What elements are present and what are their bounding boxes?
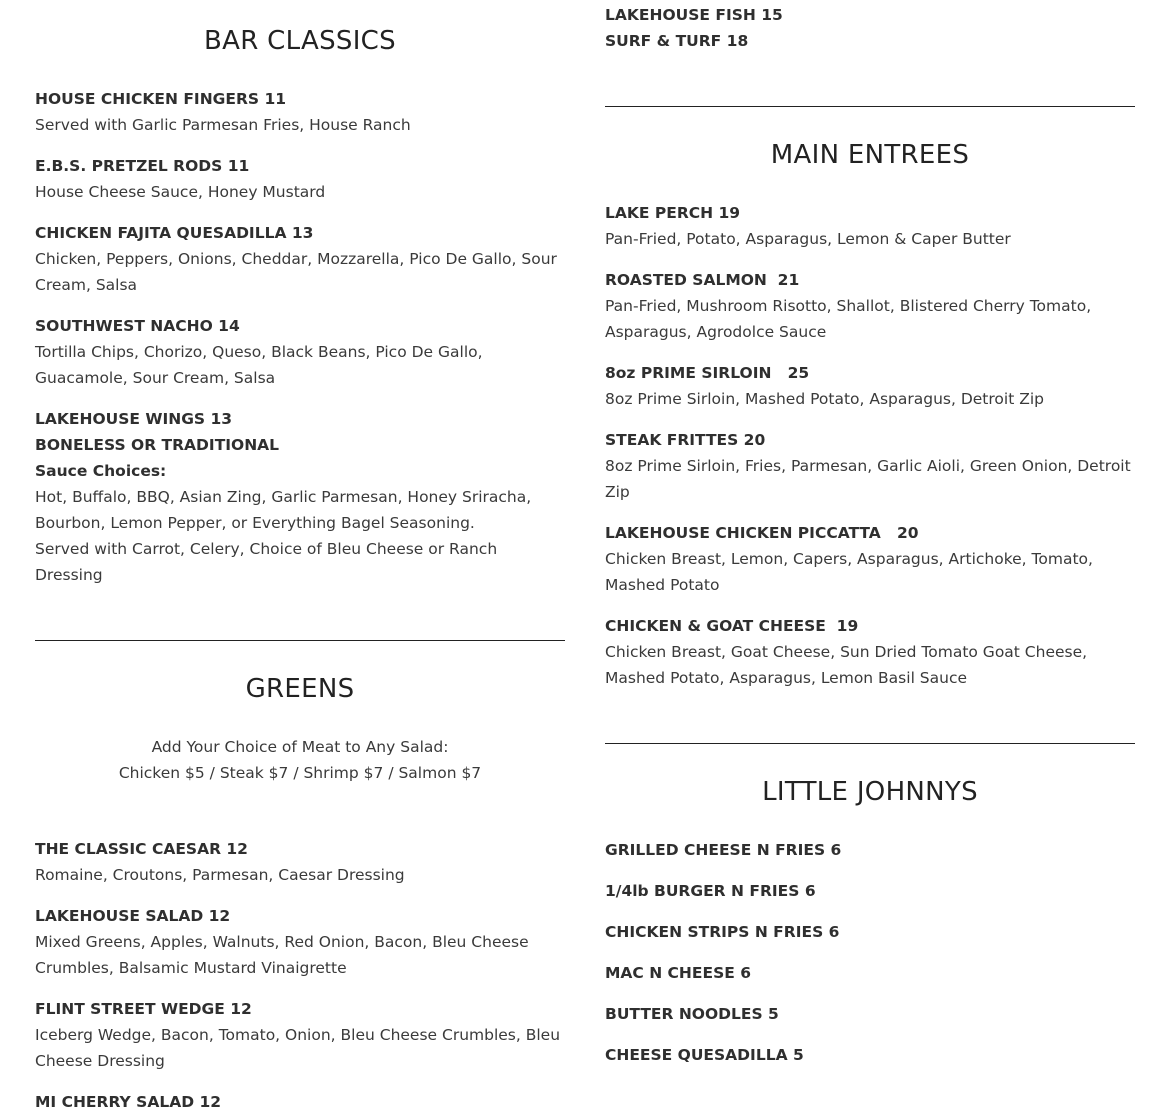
menu-item xyxy=(605,200,1135,252)
item-name: CHICKEN & GOAT CHEESE 19 xyxy=(605,617,859,635)
section-continued-items xyxy=(605,0,1135,54)
menu-item xyxy=(35,1089,565,1115)
right-column xyxy=(605,0,1135,1068)
item-name: E.B.S. PRETZEL RODS 11 xyxy=(35,157,250,175)
section-main-entrees xyxy=(605,107,1135,691)
menu-item-wings xyxy=(35,406,565,588)
item-name: SOUTHWEST NACHO 14 xyxy=(35,317,240,335)
item-name: BUTTER NOODLES 5 xyxy=(605,1005,779,1023)
item-name: STEAK FRITTES 20 xyxy=(605,431,766,449)
item-name: CHICKEN FAJITA QUESADILLA 13 xyxy=(35,224,314,242)
section-little-johnnys xyxy=(605,744,1135,1068)
item-name: THE CLASSIC CAESAR 12 xyxy=(35,840,248,858)
item-description: Romaine, Croutons, Parmesan, Caesar Dressing xyxy=(35,866,405,884)
section-greens xyxy=(35,641,565,1115)
item-description: Mixed Greens, Apples, Walnuts, Red Onion, Bacon, Bleu Cheese Crumbles, Balsamic Mustard Vinaigrette xyxy=(35,933,529,977)
menu-item xyxy=(605,520,1135,598)
item-name: 8oz PRIME SIRLOIN 25 xyxy=(605,364,810,382)
salad-meat-note: Add Your Choice of Meat to Any Salad: xyxy=(151,738,449,756)
item-name: ROASTED SALMON 21 xyxy=(605,271,800,289)
item-name: HOUSE CHICKEN FINGERS 11 xyxy=(35,90,287,108)
item-name: LAKEHOUSE CHICKEN PICCATTA 20 xyxy=(605,524,919,542)
item-name: LAKE PERCH 19 xyxy=(605,204,741,222)
sauce-choices-label: Sauce Choices: xyxy=(35,462,167,480)
item-description: Chicken Breast, Goat Cheese, Sun Dried Tomato Goat Cheese, Mashed Potato, Asparagus, Lemon Basil Sauce xyxy=(605,643,1088,687)
menu-item xyxy=(35,313,565,391)
item-description: 8oz Prime Sirloin, Mashed Potato, Asparagus, Detroit Zip xyxy=(605,390,1044,408)
item-description: Served with Carrot, Celery, Choice of Bleu Cheese or Ranch Dressing xyxy=(35,540,498,584)
menu-item xyxy=(605,613,1135,691)
item-description: House Cheese Sauce, Honey Mustard xyxy=(35,183,326,201)
menu-item xyxy=(605,267,1135,345)
item-description: Tortilla Chips, Chorizo, Queso, Black Beans, Pico De Gallo, Guacamole, Sour Cream, Salsa xyxy=(35,343,483,387)
section-title-main-entrees: MAIN ENTREES xyxy=(770,140,970,170)
item-description: Chicken, Peppers, Onions, Cheddar, Mozzarella, Pico De Gallo, Sour Cream, Salsa xyxy=(35,250,557,294)
item-name: LAKEHOUSE SALAD 12 xyxy=(35,907,231,925)
section-title-greens: GREENS xyxy=(245,674,355,704)
item-name: LAKEHOUSE FISH 15 xyxy=(605,6,783,24)
item-description: 8oz Prime Sirloin, Fries, Parmesan, Garlic Aioli, Green Onion, Detroit Zip xyxy=(605,457,1131,501)
item-name: CHEESE QUESADILLA 5 xyxy=(605,1046,804,1064)
menu-item xyxy=(35,220,565,298)
sauce-choices: Hot, Buffalo, BBQ, Asian Zing, Garlic Parmesan, Honey Sriracha, Bourbon, Lemon Pepper, or Everything Bagel Seasoning. xyxy=(35,488,532,532)
section-title-little-johnnys: LITTLE JOHNNYS xyxy=(762,777,978,807)
menu-item xyxy=(35,996,565,1074)
item-name: SURF & TURF 18 xyxy=(605,32,749,50)
item-description: Pan-Fried, Mushroom Risotto, Shallot, Blistered Cherry Tomato, Asparagus, Agrodolce Sauce xyxy=(605,297,1092,341)
item-description: Pan-Fried, Potato, Asparagus, Lemon & Caper Butter xyxy=(605,230,1011,248)
item-subname: BONELESS OR TRADITIONAL xyxy=(35,436,280,454)
item-description: Served with Garlic Parmesan Fries, House Ranch xyxy=(35,116,411,134)
item-name: FLINT STREET WEDGE 12 xyxy=(35,1000,252,1018)
menu-item xyxy=(35,836,565,888)
item-description: Iceberg Wedge, Bacon, Tomato, Onion, Bleu Cheese Crumbles, Bleu Cheese Dressing xyxy=(35,1026,561,1070)
item-description: Chicken Breast, Lemon, Capers, Asparagus, Artichoke, Tomato, Mashed Potato xyxy=(605,550,1093,594)
section-bar-classics xyxy=(35,0,565,588)
menu-item xyxy=(35,86,565,138)
item-name: GRILLED CHEESE N FRIES 6 xyxy=(605,841,842,859)
item-name: 1/4lb BURGER N FRIES 6 xyxy=(605,882,816,900)
item-name: MI CHERRY SALAD 12 xyxy=(35,1093,222,1111)
item-name: CHICKEN STRIPS N FRIES 6 xyxy=(605,923,840,941)
left-column xyxy=(35,0,565,1115)
salad-meat-prices: Chicken $5 / Steak $7 / Shrimp $7 / Salmon $7 xyxy=(118,764,482,782)
menu-item xyxy=(35,903,565,981)
section-title-bar-classics: BAR CLASSICS xyxy=(204,26,396,56)
menu-item xyxy=(605,427,1135,505)
item-name: MAC N CHEESE 6 xyxy=(605,964,752,982)
menu-item xyxy=(605,360,1135,412)
item-name: LAKEHOUSE WINGS 13 xyxy=(35,410,233,428)
menu-item xyxy=(35,153,565,205)
